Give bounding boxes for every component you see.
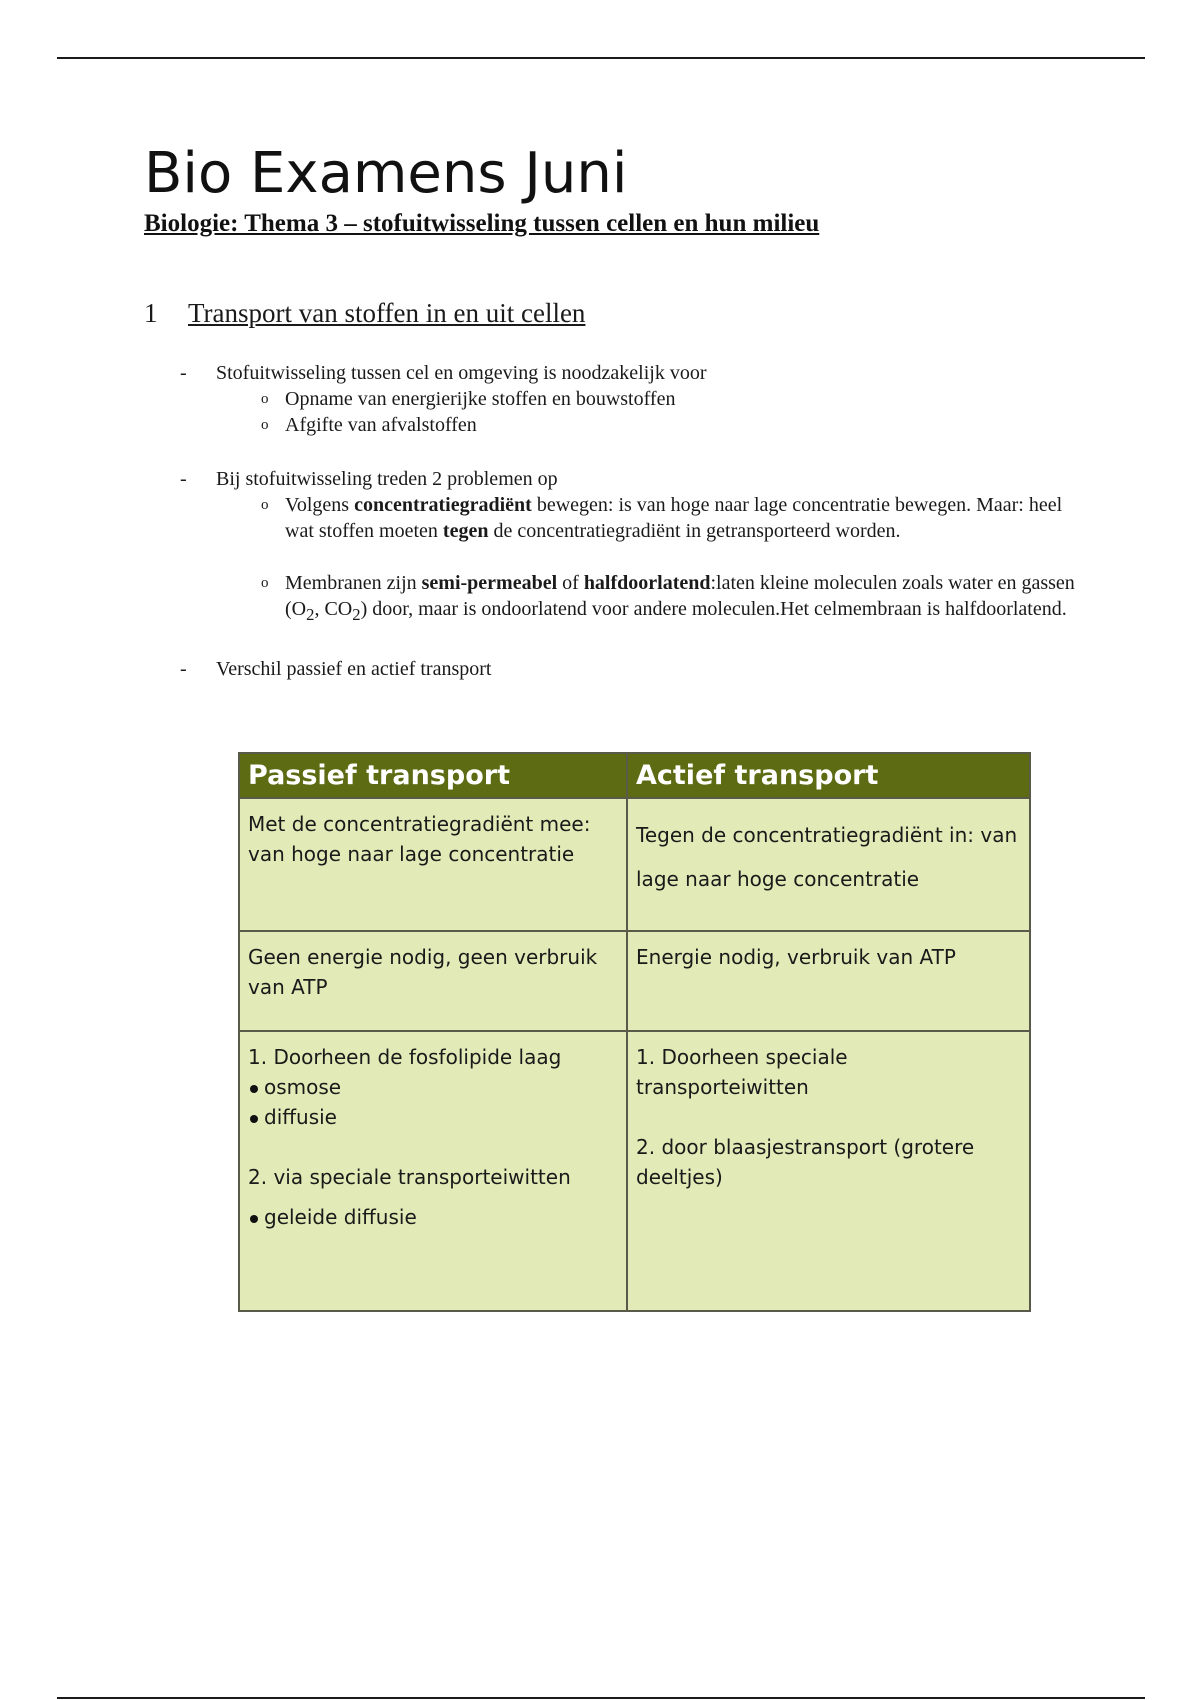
sub-item xyxy=(257,386,1080,412)
bold-term: concentratiegradiënt xyxy=(354,494,532,516)
list-item: 2. door blaasjestransport (grotere deeltjes) xyxy=(636,1135,975,1189)
cell-actief xyxy=(627,1031,1030,1311)
comparison-table xyxy=(238,752,1031,1312)
cell-passief xyxy=(239,1031,627,1311)
point-text: osmose xyxy=(264,1075,342,1099)
text-run: bewegen: is van hoge naar lage concentratie bewegen. Maar: heel wat stoffen moeten xyxy=(285,494,1063,542)
list-item xyxy=(248,1102,618,1132)
text-run: Volgens xyxy=(285,494,355,516)
top-rule xyxy=(57,57,1145,59)
bullet-text: Bij stofuitwisseling treden 2 problemen op xyxy=(216,468,558,490)
bullet-text: Stofuitwisseling tussen cel en omgeving is noodzakelijk voor xyxy=(216,362,707,384)
text-run: of xyxy=(557,572,584,594)
circle-marker: o xyxy=(261,417,269,433)
point-text: geleide diffusie xyxy=(264,1205,417,1229)
text-run: de concentratiegradiënt in getransporteerd worden. xyxy=(488,520,901,542)
page-title: Bio Examens Juni xyxy=(144,141,628,206)
bottom-rule xyxy=(57,1697,1145,1699)
bullet-dot-icon xyxy=(250,1085,258,1093)
document-subtitle: Biologie: Thema 3 – stofuitwisseling tussen cellen en hun milieu xyxy=(144,210,820,237)
subscript: 2 xyxy=(306,605,315,624)
cell-actief: Energie nodig, verbruik van ATP xyxy=(627,931,1030,1031)
bullet-text: Verschil passief en actief transport xyxy=(216,658,492,680)
sub-item xyxy=(257,570,1080,628)
sub-item-text: Opname van energierijke stoffen en bouwstoffen xyxy=(285,388,676,410)
bullet-item xyxy=(180,360,1080,438)
text-run: ) door, maar is ondoorlatend voor andere moleculen.Het celmembraan is halfdoorlatend. xyxy=(360,598,1067,620)
bold-term: halfdoorlatend xyxy=(583,572,711,594)
circle-marker: o xyxy=(261,391,269,407)
dash-marker: - xyxy=(180,468,187,490)
table-row xyxy=(239,1031,1030,1311)
dash-marker: - xyxy=(180,362,187,384)
table-header-row xyxy=(239,753,1030,798)
list-item xyxy=(248,1072,618,1102)
circle-marker: o xyxy=(261,497,269,513)
text-run: Membranen zijn xyxy=(285,572,422,594)
text-run: :laten kleine moleculen zoals water en gassen (O xyxy=(285,572,1075,620)
text-run: , CO xyxy=(314,598,353,620)
section-heading xyxy=(144,298,585,329)
section-title: Transport van stoffen in en uit cellen xyxy=(188,298,586,328)
table-row xyxy=(239,931,1030,1031)
bold-term: semi-permeabel xyxy=(421,572,558,594)
header-actief: Actief transport xyxy=(627,753,1030,798)
spacer xyxy=(636,1102,1021,1132)
list-item: 1. Doorheen speciale transporteiwitten xyxy=(636,1045,848,1099)
bullet-item xyxy=(180,656,1080,682)
sub-item xyxy=(257,412,1080,438)
bullet-item xyxy=(180,466,1080,628)
sub-item xyxy=(257,492,1080,544)
list-item xyxy=(248,1202,618,1232)
comparison-table-wrapper xyxy=(238,752,1031,1312)
header-passief: Passief transport xyxy=(239,753,627,798)
sub-list xyxy=(216,492,1080,628)
point-text: diffusie xyxy=(264,1105,337,1129)
list-item: 2. via speciale transporteiwitten xyxy=(248,1165,571,1189)
bold-term: tegen xyxy=(442,520,489,542)
section-number: 1 xyxy=(144,298,158,328)
subscript: 2 xyxy=(352,605,361,624)
cell-passief: Met de concentratiegradiënt mee: van hoge naar lage concentratie xyxy=(239,798,627,931)
circle-marker: o xyxy=(261,575,269,591)
sub-list xyxy=(216,386,1080,438)
dash-marker: - xyxy=(180,658,187,680)
table-row xyxy=(239,798,1030,931)
bullet-dot-icon xyxy=(250,1115,258,1123)
cell-actief: Tegen de concentratiegradiënt in: van lage naar hoge concentratie xyxy=(627,798,1030,931)
cell-passief: Geen energie nodig, geen verbruik van ATP xyxy=(239,931,627,1031)
bullet-dot-icon xyxy=(250,1215,258,1223)
list-item: 1. Doorheen de fosfolipide laag xyxy=(248,1045,562,1069)
spacer xyxy=(248,1132,618,1162)
bullet-list xyxy=(180,360,1080,682)
sub-item-text: Afgifte van afvalstoffen xyxy=(285,414,477,436)
